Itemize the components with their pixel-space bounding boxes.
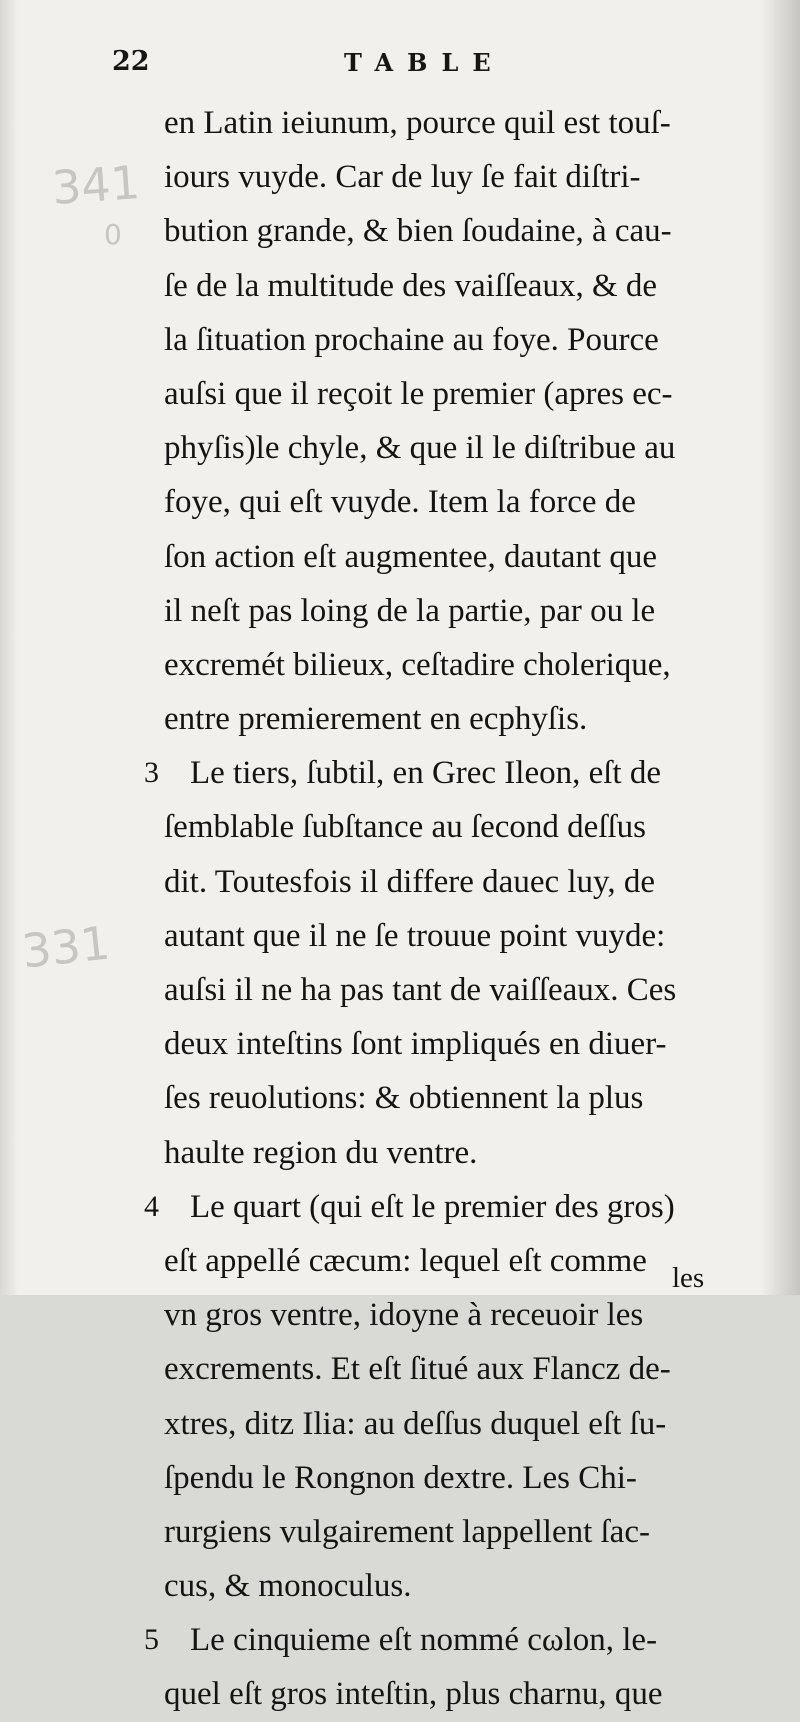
- text-line: [150, 1559, 740, 1613]
- margin-pencil-note: 331: [19, 915, 113, 979]
- page-gutter-shadow: [760, 0, 800, 1295]
- text-line: [150, 1451, 740, 1505]
- line-text: bution grande, & bien ſoudaine, à cau-: [164, 213, 672, 250]
- margin-pencil-note: 341: [50, 155, 142, 215]
- line-text: dit. Toutesfois il differe dauec luy, de: [164, 863, 656, 900]
- text-line: [150, 1071, 740, 1125]
- line-text: ſpendu le Rongnon dextre. Les Chi-: [164, 1459, 637, 1496]
- text-line: [150, 1126, 740, 1180]
- line-text: entre premierement en ecphyſis.: [164, 701, 588, 738]
- line-text: eſt appellé cæcum: lequel eſt comme: [164, 1242, 647, 1279]
- margin-pencil-note: 0: [104, 218, 122, 251]
- text-line: [150, 259, 740, 313]
- running-head: TABLE: [344, 48, 505, 77]
- line-text: en Latin ieiunum, pource quil est touſ-: [164, 105, 671, 141]
- line-text: iours vuyde. Car de luy ſe fait diſtri-: [164, 159, 641, 196]
- text-line: [150, 96, 740, 150]
- line-text: ſes reuolutions: & obtiennent la plus: [164, 1080, 644, 1117]
- line-text: cus, & monoculus.: [164, 1568, 412, 1605]
- paragraph-number: 4: [144, 1189, 159, 1223]
- paragraph-number: 3: [144, 756, 159, 790]
- line-text: ſemblable ſubſtance au ſecond deſſus: [164, 809, 646, 846]
- text-line: [150, 1505, 740, 1559]
- text-line: [150, 1017, 740, 1071]
- line-text: auſsi il ne ha pas tant de vaiſſeaux. Ces: [164, 972, 677, 1008]
- text-line: [150, 1667, 740, 1721]
- body-text: [144, 96, 740, 1722]
- line-text: vn gros ventre, idoyne à receuoir les: [164, 1297, 644, 1334]
- text-line: [150, 313, 740, 367]
- line-text: Le tiers, ſubtil, en Grec Ileon, eſt de: [190, 755, 661, 792]
- line-text: la ſituation prochaine au foye. Pource: [164, 321, 659, 358]
- line-text: foye, qui eſt vuyde. Item la force de: [164, 484, 636, 521]
- line-text: quel eſt gros inteſtin, plus charnu, que: [164, 1676, 663, 1713]
- text-line: [150, 855, 740, 909]
- text-line: [150, 1234, 740, 1288]
- text-line: [144, 1613, 740, 1667]
- page-header: [112, 42, 732, 82]
- text-line: [150, 1397, 740, 1451]
- line-text: ſe de la multitude des vaiſſeaux, & de: [164, 267, 658, 304]
- text-line: [150, 1288, 740, 1342]
- page-number: 22: [112, 46, 150, 77]
- line-text: rurgiens vulgairement lappellent ſac-: [164, 1513, 650, 1550]
- line-text: haulte region du ventre.: [164, 1134, 478, 1171]
- line-text: autant que il ne ſe trouue point vuyde:: [164, 917, 666, 954]
- line-text: Le quart (qui eſt le premier des gros): [190, 1188, 675, 1225]
- text-line: [150, 204, 740, 258]
- text-line: [150, 638, 740, 692]
- text-line: [150, 530, 740, 584]
- text-line: [150, 367, 740, 421]
- catchword: les: [672, 1262, 705, 1294]
- text-line: [150, 150, 740, 204]
- text-line: [150, 421, 740, 475]
- line-text: Le cinquieme eſt nommé cωlon, le-: [190, 1622, 658, 1659]
- line-text: phyſis)le chyle, & que il le diſtribue au: [164, 430, 676, 467]
- line-text: auſsi que il reçoit le premier (apres ec-: [164, 375, 673, 412]
- text-line: [150, 800, 740, 854]
- paragraph-number: 5: [144, 1623, 159, 1657]
- line-text: ſon action eſt augmentee, dautant que: [164, 538, 657, 575]
- text-line: [150, 963, 740, 1017]
- line-text: excrements. Et eſt ſitué aux Flancz de-: [164, 1351, 671, 1388]
- text-line: [144, 1180, 740, 1234]
- line-text: xtres, ditz Ilia: au deſſus duquel eſt ſu-: [164, 1405, 667, 1442]
- line-text: il neſt pas loing de la partie, par ou le: [164, 592, 656, 629]
- text-line: [150, 692, 740, 746]
- text-line: [144, 746, 740, 800]
- text-line: [150, 909, 740, 963]
- line-text: deux inteſtins ſont impliqués en diuer-: [164, 1026, 667, 1063]
- page-left-edge-shadow: [0, 0, 18, 1295]
- text-line: [150, 1342, 740, 1396]
- text-line: [150, 584, 740, 638]
- text-line: [150, 475, 740, 529]
- line-text: excremét bilieux, ceſtadire cholerique,: [164, 646, 671, 683]
